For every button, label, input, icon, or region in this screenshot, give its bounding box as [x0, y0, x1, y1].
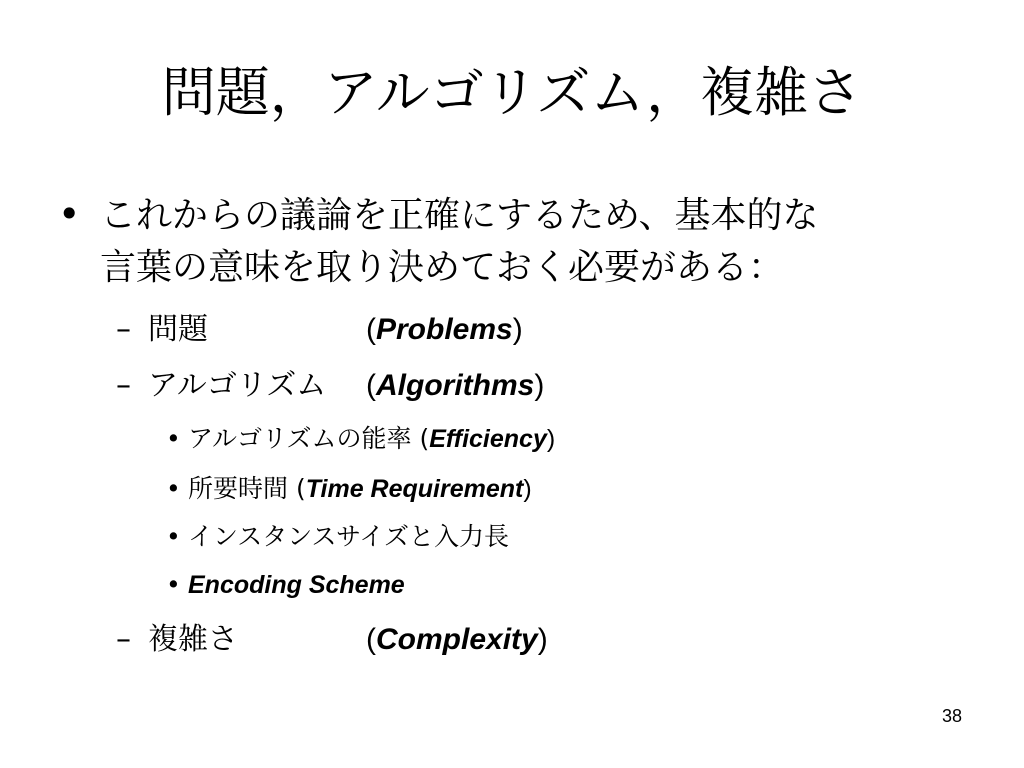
point-text: 所要時間 (Time Requirement): [188, 474, 532, 503]
sub-item-term: [366, 620, 548, 660]
dash-icon: –: [116, 312, 131, 347]
term-text: Complexity: [376, 623, 538, 656]
sub-item-algorithms: [0, 366, 1024, 406]
bullet-icon: •: [166, 570, 181, 599]
slide-title: 問題，アルゴリズム，複雑さ: [161, 61, 863, 124]
open-paren: (: [366, 313, 376, 346]
point-text: アルゴリズムの能率 (Efficiency): [188, 424, 556, 453]
algorithm-point-time: [0, 472, 1024, 506]
point-text: Encoding Scheme: [188, 571, 405, 599]
sub-item-term: [366, 366, 544, 406]
sub-item-label: 問題: [148, 312, 208, 347]
bullet-text-line-2: 言葉の意味を取り決めておく必要がある：: [100, 247, 785, 288]
bullet-icon: •: [166, 522, 181, 551]
sub-item-term: [366, 310, 523, 350]
algorithm-point-efficiency: [0, 422, 1024, 456]
term-text: Problems: [376, 313, 513, 346]
sub-item-label: アルゴリズム: [148, 368, 327, 403]
bullet-icon: •: [166, 424, 181, 453]
dash-icon: –: [116, 368, 131, 403]
bullet-icon: •: [166, 474, 181, 503]
dash-icon: –: [116, 622, 131, 657]
open-paren: (: [366, 623, 376, 656]
point-text: インスタンスサイズと入力長: [188, 522, 510, 551]
term-text: Algorithms: [376, 369, 535, 402]
close-paren: ): [537, 623, 548, 656]
open-paren: (: [366, 369, 376, 402]
bullet-text-line-1: これからの議論を正確にするため、基本的な: [100, 195, 819, 236]
algorithm-point-instance-size: [0, 520, 1024, 554]
bullet-icon: •: [58, 192, 81, 236]
close-paren: ): [534, 369, 545, 402]
close-paren: ): [512, 313, 523, 346]
sub-item-label: 複雑さ: [148, 622, 238, 657]
sub-item-problems: [0, 310, 1024, 350]
algorithm-point-encoding: [0, 568, 1024, 602]
page-number: 38: [941, 706, 962, 726]
sub-item-complexity: [0, 620, 1024, 660]
